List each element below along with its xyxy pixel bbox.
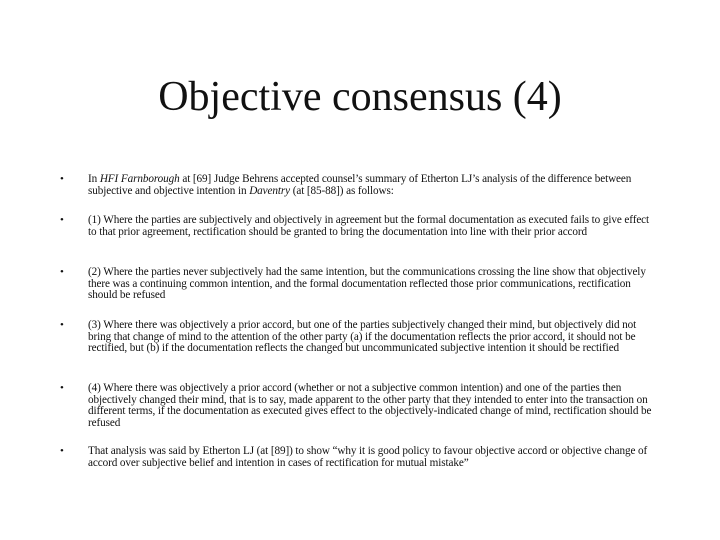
- bullet-icon: •: [60, 214, 64, 226]
- case-name-italic: Daventry: [249, 184, 291, 197]
- bullet-text: (2) Where the parties never subjectively had the same intention, but the communications crossing the line show that objectively there was a continuing common intention, and the formal documentation reflected those prior communications, rectification should be refused: [88, 266, 646, 301]
- bullet-text-part: at [69] Judge Behrens accepted counsel’s summary of Etherton LJ’s analysis of the difference between subjective and objective intention in: [88, 173, 632, 197]
- bullet-text: [88, 174, 658, 197]
- bullet-text-part: In: [88, 173, 100, 185]
- bullet-text: (1) Where the parties are subjectively and objectively in agreement but the formal documentation as executed fails to give effect to that prior agreement, rectification should be granted to bring the documentation into line with their prior accord: [88, 214, 650, 238]
- slide-title: Objective consensus (4): [158, 74, 562, 120]
- bullet-text: That analysis was said by Etherton LJ (at [89]) to show “why it is good policy to favour objective accord or objective change of accord over subjective belief and intention in cases of rectification for mutual mistake”: [88, 445, 648, 469]
- bullet-icon: •: [60, 382, 64, 394]
- bullet-text: (3) Where there was objectively a prior accord, but one of the parties subjectively changed their mind, but objectively did not bring that change of mind to the attention of the other party (a) if the documentation reflects the prior accord, it should not be rectified, but (b) if the documentation reflects the changed but uncommunicated subjective intention it should be rectified: [88, 319, 637, 354]
- case-name-italic: HFI Farnborough: [99, 173, 180, 185]
- bullet-icon: •: [60, 445, 64, 457]
- bullet-text-part: (at [85-88]) as follows:: [290, 184, 394, 197]
- bullet-icon: •: [60, 319, 64, 331]
- bullet-icon: •: [60, 173, 64, 185]
- bullet-icon: •: [60, 266, 64, 278]
- bullet-text: (4) Where there was objectively a prior accord (whether or not a subjective common intention) and one of the parties then objectively changed their mind, that is to say, made apparent to the other party that they intended to enter into the transaction on different terms, if the documentation as executed gives effect to the objectively-indicated change of mind, rectification should be refused: [88, 382, 652, 429]
